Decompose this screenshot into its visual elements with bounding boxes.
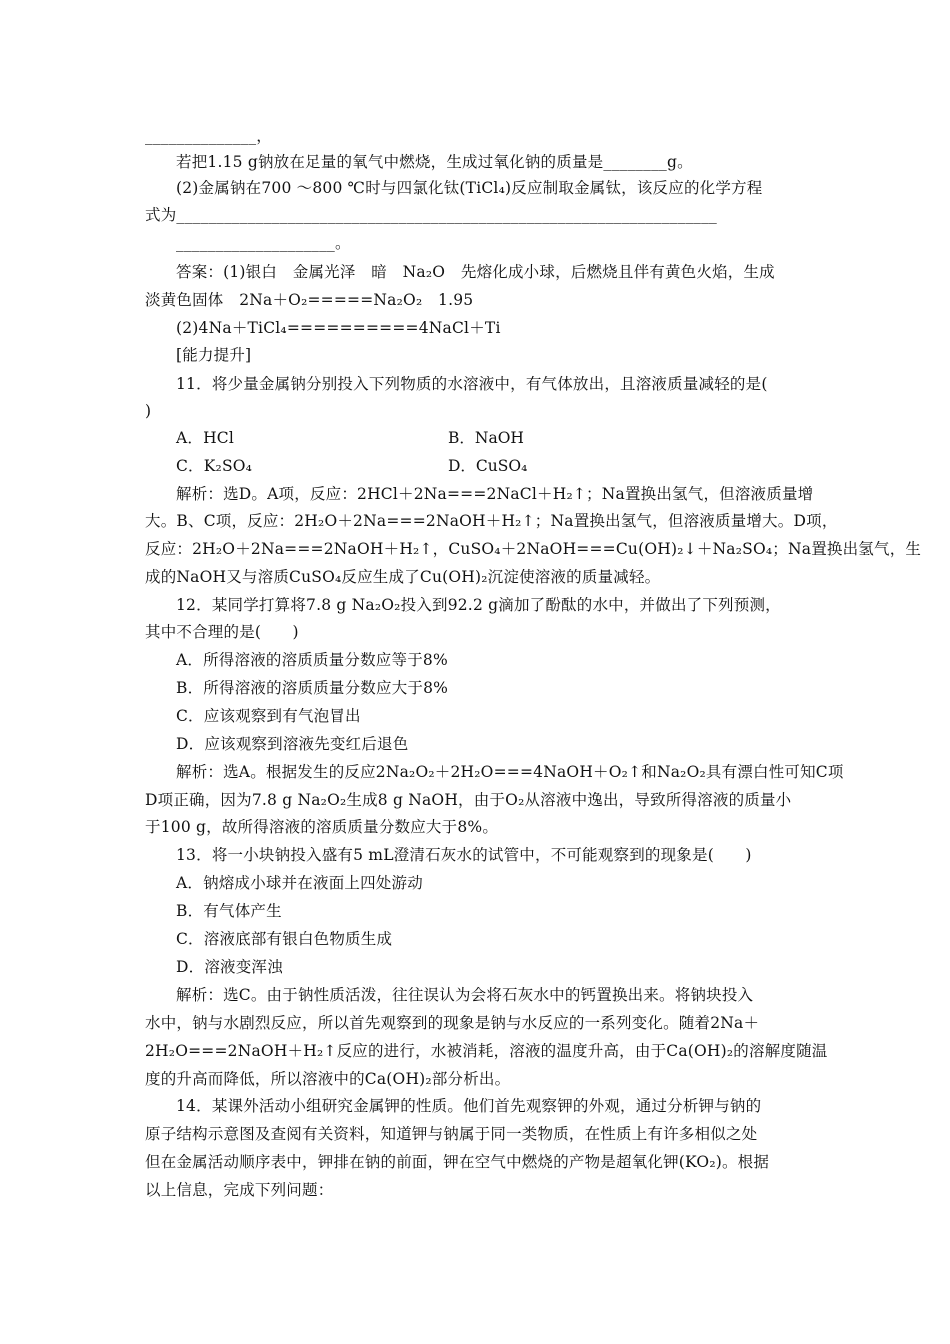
text-line: 但在金属活动顺序表中，钾排在钠的前面，钾在空气中燃烧的产物是超氧化钾(KO₂)。根据 (145, 1153, 770, 1171)
text-line: (2)金属钠在700 ～800 ℃时与四氯化钛(TiCl₄)反应制取金属钛，该反应的化学方程 (176, 179, 763, 197)
option-a: A．所得溶液的溶质质量分数应等于8% (176, 651, 448, 669)
section-heading: [能力提升] (176, 346, 252, 364)
analysis-line: 度的升高而降低，所以溶液中的Ca(OH)₂部分析出。 (145, 1070, 511, 1088)
analysis-line: 解析：选C。由于钠性质活泼，往往误认为会将石灰水中的钙置换出来。将钠块投入 (176, 986, 754, 1004)
text-line: ______________， (145, 127, 273, 145)
answer-line: (2)4Na＋TiCl₄==========4NaCl＋Ti (176, 319, 501, 337)
answer-line: 答案：(1)银白 金属光泽 暗 Na₂O 先熔化成小球，后燃烧且伴有黄色火焰，生成 (176, 263, 775, 281)
analysis-line: D项正确，因为7.8 g Na₂O₂生成8 g NaOH，由于O₂从溶液中逸出，导致所得溶液的质量小 (145, 791, 792, 809)
option-b: B．有气体产生 (176, 902, 282, 920)
answer-line: 淡黄色固体 2Na＋O₂=====Na₂O₂ 1.95 (145, 291, 474, 309)
option-d: D．应该观察到溶液先变红后退色 (176, 735, 409, 753)
option-d: D．溶液变浑浊 (176, 958, 283, 976)
option-c: C．应该观察到有气泡冒出 (176, 707, 361, 725)
text-line: 其中不合理的是( ) (145, 623, 299, 641)
option-c: C．K₂SO₄ (176, 457, 253, 475)
text-line: 若把1.15 g钠放在足量的氧气中燃烧，生成过氧化钠的质量是________g。 (176, 153, 693, 171)
question-11: 11．将少量金属钠分别投入下列物质的水溶液中，有气体放出，且溶液质量减轻的是( (176, 375, 768, 393)
question-12: 12．某同学打算将7.8 g Na₂O₂投入到92.2 g滴加了酚酞的水中，并做出了下列预测， (176, 596, 781, 614)
option-a: A．钠熔成小球并在液面上四处游动 (176, 874, 423, 892)
option-d: D．CuSO₄ (448, 457, 528, 475)
question-14: 14．某课外活动小组研究金属钾的性质。他们首先观察钾的外观，通过分析钾与钠的 (176, 1097, 762, 1115)
text-line: 以上信息，完成下列问题： (145, 1181, 334, 1199)
analysis-line: 反应：2H₂O＋2Na===2NaOH＋H₂↑，CuSO₄＋2NaOH===Cu(OH)₂↓＋Na₂SO₄；Na置换出氢气，生 (145, 540, 922, 558)
option-b: B．NaOH (448, 429, 524, 447)
analysis-line: 水中，钠与水剧烈反应，所以首先观察到的现象是钠与水反应的一系列变化。随着2Na＋ (145, 1014, 760, 1032)
text-line: ) (145, 402, 152, 420)
question-13: 13．将一小块钠投入盛有5 mL澄清石灰水的试管中，不可能观察到的现象是( ) (176, 846, 752, 864)
analysis-line: 解析：选D。A项，反应：2HCl＋2Na===2NaCl＋H₂↑；Na置换出氢气，但溶液质量增 (176, 485, 814, 503)
analysis-line: 于100 g，故所得溶液的溶质质量分数应大于8%。 (145, 818, 499, 836)
analysis-line: 2H₂O===2NaOH＋H₂↑反应的进行，水被消耗，溶液的温度升高，由于Ca(OH)₂的溶解度随温 (145, 1042, 828, 1060)
option-a: A．HCl (176, 429, 235, 447)
text-line: ____________________。 (176, 234, 351, 252)
option-c: C．溶液底部有银白色物质生成 (176, 930, 393, 948)
analysis-line: 解析：选A。根据发生的反应2Na₂O₂＋2H₂O===4NaOH＋O₂↑和Na₂O₂具有漂白性可知C项 (176, 763, 844, 781)
text-line: 式为____________________________________________________________________ (145, 206, 717, 224)
analysis-line: 大。B、C项，反应：2H₂O＋2Na===2NaOH＋H₂↑；Na置换出氢气，但溶液质量增大。D项， (145, 512, 838, 530)
text-line: 原子结构示意图及查阅有关资料，知道钾与钠属于同一类物质，在性质上有许多相似之处 (145, 1125, 758, 1143)
option-b: B．所得溶液的溶质质量分数应大于8% (176, 679, 449, 697)
analysis-line: 成的NaOH又与溶质CuSO₄反应生成了Cu(OH)₂沉淀使溶液的质量减轻。 (145, 568, 661, 586)
